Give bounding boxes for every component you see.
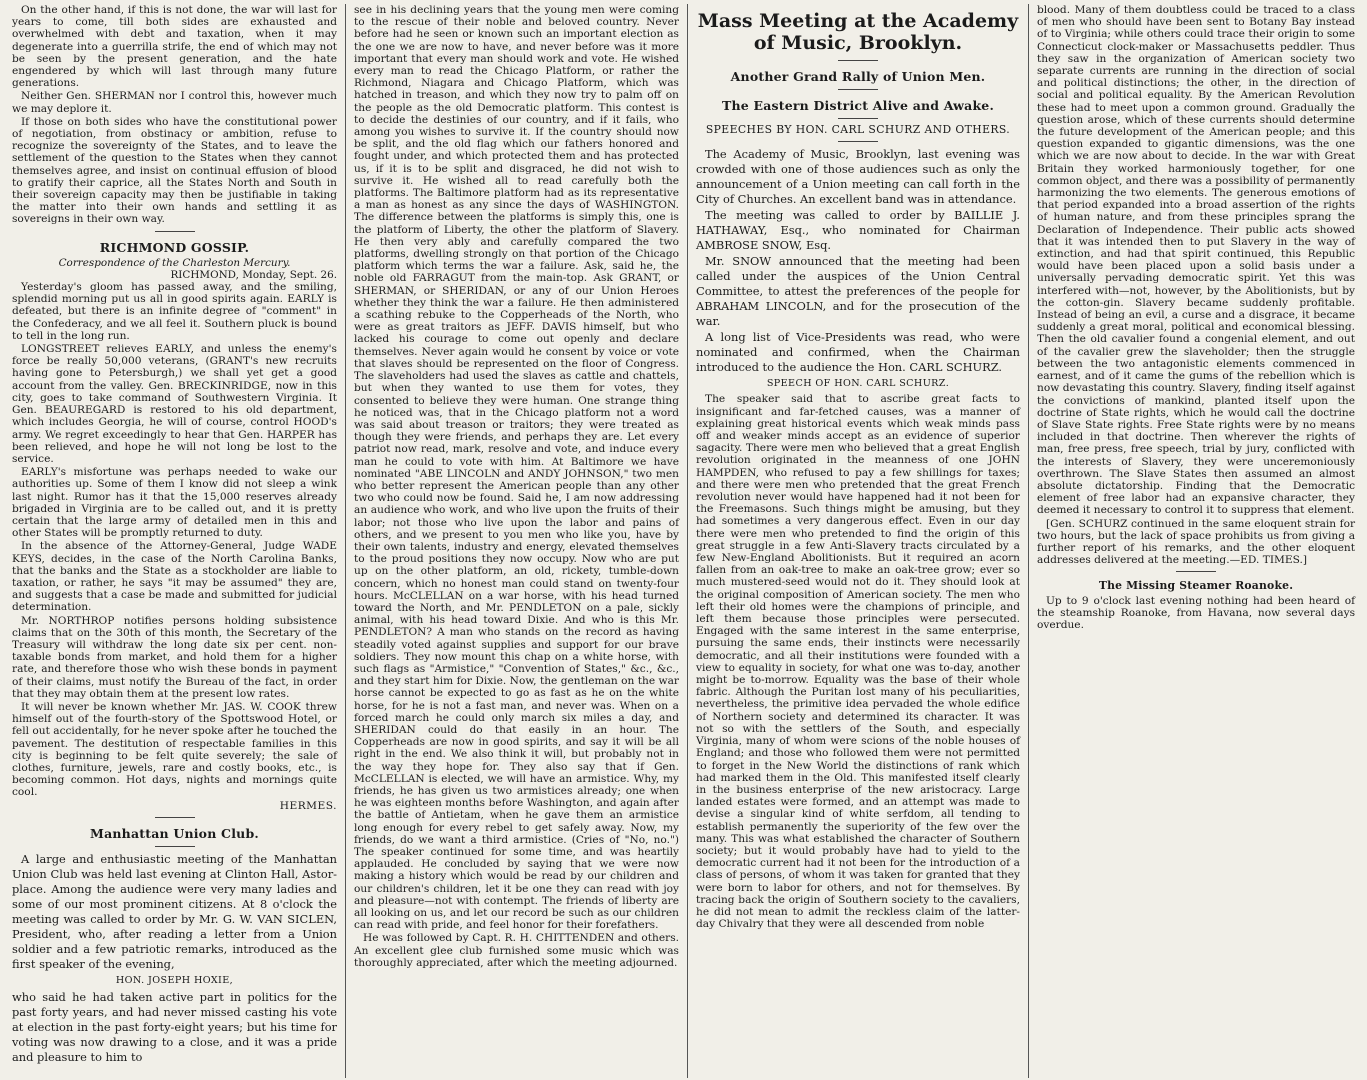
paragraph: Yesterday's gloom has passed away, and the smiling, splendid morning put us all in good spirits again. EARLY is defeated, but there is an infinite degree of "comment" in the Confederacy, and we all feel it. Southern pluck is bound to tell in the long run.: [12, 281, 337, 342]
divider: [155, 817, 195, 818]
column-3: [687, 4, 1028, 1078]
column-1: [4, 4, 345, 1078]
article-subheading: Correspondence of the Charleston Mercury.: [58, 256, 291, 269]
article-heading: RICHMOND GOSSIP.: [99, 239, 250, 255]
divider: [838, 141, 878, 142]
signature: HERMES.: [279, 799, 337, 812]
paragraph: The meeting was called to order by BAILLIE J. HATHAWAY, Esq., who nominated for Chairman AMBROSE SNOW, Esq.: [696, 208, 1020, 253]
paragraph: He was followed by Capt. R. H. CHITTENDEN and others. An excellent glee club furnished some music which was thoroughly appreciated, after which the meeting adjourned.: [354, 932, 679, 969]
paragraph: who said he had taken active part in politics for the past forty years, and had never missed casting his vote at election in the past forty-eight years; but his time for voting was now drawing to a close, and it was a pride and pleasure to him to: [12, 990, 337, 1064]
paragraph: If those on both sides who have the constitutional power of negotiation, from obstinacy or ambition, refuse to recognize the sovereignty of the States, and to leave the settlement of the question to the States when they cannot themselves agree, and insist on continual effusion of blood to gratify their caprice, all the States North and South in their sovereign capacity may then be justifiable in taking the matter into their own hands and settling it as sovereigns in their own way.: [12, 115, 337, 226]
paragraph: Mr. NORTHROP notifies persons holding subsistence claims that on the 30th of this month, the Secretary of the Treasury will withdraw the long date six per cent. non-taxable bonds from market, and hold them for a higher rate, and therefore those who wish these bonds in payment of their claims, must notify the Bureau of the fact, in order that they may obtain them at the present low rates.: [12, 614, 337, 700]
paragraph: LONGSTREET relieves EARLY, and unless the enemy's force be really 50,000 veterans, (GRANT's new recruits having gone to Petersburgh,) we shall yet get a good account from the valley. Gen. BRECKINRIDGE, now in this city, goes to take command of Southwestern Virginia. It Gen. BEAUREGARD is restored to his old department, which includes Georgia, he will of course, control HOOD's army. We regret exceedingly to hear that Gen. HARPER has been relieved, and hope he will not long be lost to the service.: [12, 343, 337, 465]
deck-headline: The Eastern District Alive and Awake.: [721, 98, 995, 113]
column-4: [1028, 4, 1363, 1078]
editor-note: [Gen. SCHURZ continued in the same eloquent strain for two hours, but the lack of space prohibits us from giving a further report of his remarks, and the other eloquent addresses delivered at the meeting.—ED. TIMES.]: [1037, 517, 1356, 567]
divider: [838, 60, 878, 61]
deck-headline: Another Grand Rally of Union Men.: [730, 69, 986, 84]
divider: [155, 846, 195, 847]
masthead-headline: Mass Meeting at the Academy of Music, Brooklyn.: [697, 10, 1019, 54]
paragraph: Mr. SNOW announced that the meeting had been called under the auspices of the Union Central Committee, to attest the preferences of the people for ABRAHAM LINCOLN, and for the prosecution of the war.: [696, 254, 1020, 329]
paragraph: On the other hand, if this is not done, the war will last for years to come, till both sides are exhausted and overwhelmed with debt and taxation, when it may degenerate into a guerrilla strife, the end of which may not be seen by the present generation, and the hate engendered by which will last through many future generations.: [12, 4, 337, 90]
paragraph: A long list of Vice-Presidents was read, who were nominated and confirmed, when the Chairman introduced to the audience the Hon. CARL SCHURZ.: [696, 330, 1020, 375]
paragraph: It will never be known whether Mr. JAS. W. COOK threw himself out of the fourth-story of the Spottswood Hotel, or fell out accidentally, for he never spoke after he touched the pavement. The destitution of respectable families in this city is beginning to be felt quite severely; the sale of clothes, furniture, jewels, rare and costly books, etc., is becoming common. Hot days, nights and mornings quite cool.: [12, 700, 337, 799]
dateline: RICHMOND, Monday, Sept. 26.: [170, 268, 337, 281]
article-heading: Manhattan Union Club.: [90, 825, 259, 841]
paragraph: EARLY's misfortune was perhaps needed to wake our authorities up. Some of them I know did not sleep a wink last night. Rumor has it that the 15,000 reserves already brigaded in Virginia are to be called out, and it is pretty certain that the large army of detailed men in this and other States will be promptly returned to duty.: [12, 466, 337, 540]
paragraph: Up to 9 o'clock last evening nothing had been heard of the steamship Roanoke, from Havana, now several days overdue.: [1037, 594, 1356, 631]
paragraph: The speaker said that to ascribe great facts to insignificant and far-fetched causes, was a manner of explaining great historical events which weak minds pass off and weaker minds accept as an evidence of superior sagacity. There were men who believed that a great English revolution originated in the meanness of one JOHN HAMPDEN, who refused to pay a few shillings for taxes; and there were men who pretended that the great French revolution never would have happened had it not been for the Freemasons. Such things might be amusing, but they had sometimes a very dangerous effect. Even in our day there were men who pretended to find the origin of this great struggle in a few Anti-Slavery tracts circulated by a few New-England Abolitionists. But it required an acorn fallen from an oak-tree to make an oak-tree grow; ever so much mustered-seed would not do it. They should look at the original composition of American society. The men who left their old homes were the champions of principle, and left them because those principles were persecuted. Engaged with the same interest in the same enterprise, pursuing the same ends, their instincts were necessarily democratic, and all their institutions were founded with a view to equality in society, for what one was to-day, another might be to-morrow. Equality was the base of their whole fabric. Although the Puritan lost many of his peculiarities, nevertheless, the primitive idea pervaded the whole edifice of Northern society and determined its character. It was not so with the settlers of the South, and especially Virginia, many of whom were scions of the noble houses of England; and those who followed them were not permitted to forget in the New World the distinctions of rank which had marked them in the Old. This manifested itself clearly in the business enterprise of the new aristocracy. Large landed estates were formed, and an attempt was made to devise a singular kind of white serfdom, all tending to establish permanently the superiority of the few over the many. This was what established the character of Southern society; but it would probably have had to yield to the democratic current had it not been for the introduction of a class of persons, of whom it was taken for granted that they were born to labor for others, and not for themselves. By tracing back the origin of Southern society to the cavaliers, he did not mean to admit the reckless claim of the latter-day Chivalry that they were all descended from noble: [696, 393, 1020, 931]
divider: [838, 89, 878, 90]
paragraph: A large and enthusiastic meeting of the Manhattan Union Club was held last evening at Clinton Hall, Astor-place. Among the audience were very many ladies and some of our most prominent citizens. At 8 o'clock the meeting was called to order by Mr. G. W. VAN SICLEN, President, who, after reading a letter from a Union soldier and a few patriotic remarks, introduced as the first speaker of the evening,: [12, 851, 337, 971]
paragraph: blood. Many of them doubtless could be traced to a class of men who should have been sent to Botany Bay instead of to Virginia; while others could trace their origin to some Connecticut clock-maker or Massachusetts peddler. Thus they saw in the organization of American society two separate currents are running in the direction of social and political distinctions; the other, in the direction of social and political equality. By the American Revolution these had to meet upon a common ground. Gradually the question arose, which of these currents should determine the future development of the American people; and this question expanded to gigantic dimensions, was the one which we are now about to decide. In the war with Great Britain they worked harmoniously together, for one common object, and there was a possibility of permanently harmonizing the two elements. The generous emotions of that period expanded into a broad assertion of the rights of human nature, and from these principles sprang the Declaration of Independence. Their public acts showed that it was intended then to put Slavery in the way of extinction, and had that spirit continued, this Republic would have been placed upon a solid basis under a universally pervading democratic spirit. Yet this was interfered with—not, however, by the Abolitionists, but by the cotton-gin. Slavery became suddenly profitable. Instead of being an evil, a curse and a disgrace, it became suddenly a great moral, political and economical blessing. Then the old cavalier found a congenial element, and out of the cavalier grew the slaveholder; then the struggle between the two antagonistic elements commenced in earnest, and of it came the gums of the rebellion which is now devastating this country. Slavery, finding itself against the convictions of mankind, planted itself upon the doctrine of State rights, which he would call the doctrine of Slave State rights. Free State rights were by no means included in that doctrine. Then wherever the rights of man, free press, free speech, trial by jury, conflicted with the interests of Slavery, they were unceremoniously overthrown. The Slave States then assumed an almost absolute dictatorship. Finding that the Democratic element of free labor had an expansive character, they deemed it necessary to control it to suppress that element.: [1037, 4, 1356, 517]
deck-subheadline: SPEECHES BY HON. CARL SCHURZ AND OTHERS.: [705, 123, 1011, 136]
divider: [838, 118, 878, 119]
paragraph: The Academy of Music, Brooklyn, last evening was crowded with one of those audiences such as only the announcement of a Union meeting can call forth in the City of Churches. An excellent band was in attendance.: [696, 147, 1020, 207]
divider: [1176, 571, 1216, 572]
paragraph: In the absence of the Attorney-General, Judge WADE KEYS, decides, in the case of the North Carolina Banks, that the banks and the State as a stockholder are liable to taxation, or rather, he says "it may be assumed" they are, and suggests that a case be made and submitted for judicial determination.: [12, 540, 337, 614]
paragraph: Neither Gen. SHERMAN nor I control this, however much we may deplore it.: [12, 90, 337, 115]
article-heading: The Missing Steamer Roanoke.: [1098, 579, 1294, 593]
speaker-heading: HON. JOSEPH HOXIE,: [115, 974, 234, 986]
speech-heading: SPEECH OF HON. CARL SCHURZ.: [766, 378, 950, 390]
paragraph: see in his declining years that the young men were coming to the rescue of their noble and beloved country. Never before had he seen or known such an important election as the one we are now to have, and never before was it more important that every man should work and vote. He wished every man to read the Chicago Platform, or rather the Richmond, Niagara and Chicago Platform, which was hatched in treason, and which they now try to palm off on the people as the old Democratic platform. This contest is to decide the destinies of our country, and if it fails, who among you wishes to survive it. If the country should now be split, and the old flag which our fathers honored and fought under, and which protected them and has protected us, if it is to be split and disgraced, he did not wish to survive it. He wished all to read carefully both the platforms. The Baltimore platform had as its representative a man as honest as any since the days of WASHINGTON. The difference between the platforms is simply this, one is the platform of Liberty, the other the platform of Slavery. He then very ably and carefully compared the two platforms, dwelling strongly on that portion of the Chicago platform which terms the war a failure. Ask, said he, the noble old FARRAGUT from the main-top. Ask GRANT, or SHERMAN, or SHERIDAN, or any of our Union Heroes whether they think the war a failure. He then administered a scathing rebuke to the Copperheads of the North, who were as great traitors as JEFF. DAVIS himself, but who lacked his courage to come out openly and declare themselves. Never again would he consent by voice or vote that slaves should be represented on the floor of Congress. The slaveholders had used the slaves as cattle and chattels, but when they wanted to use them for votes, they consented to believe they were human. One strange thing he noticed was, that in the Chicago platform not a word was said about treason or traitors; they were treated as though they were friends, and perhaps they are. Let every patriot now read, mark, resolve and vote, and induce every man he could to vote with him. At Baltimore we have nominated "ABE LINCOLN and ANDY JOHNSON," two men who better represent the American people than any other two who could now be found. Said he, I am now addressing an audience who work, and who live upon the fruits of their labor; not those who live upon the labor and pains of others, and we present to you men who like you, have by their own talents, industry and energy, elevated themselves to the proud positions they now occupy. Now who are put up on the other platform, an old, rickety, tumble-down concern, which no honest man could stand on twenty-four hours. McCLELLAN on a war horse, with his head turned toward the North, and Mr. PENDLETON on a pale, sickly animal, with his head toward Dixie. And who is this Mr. PENDLETON? A man who stands on the record as having steadily voted against supplies and support for our brave soldiers. They now mount this chap on a white horse, with such flags as "Armistice," "Convention of States," &c., &c., and they start him for Dixie. Now, the gentleman on the war horse cannot be expected to go as fast as he on the white horse, for he is not a fast man, and never was. When on a forced march he could only march six miles a day, and SHERIDAN could do that easily in an hour. The Copperheads are now in good spirits, and say it will be all right in the end. We also think it will, but probably not in the way they hope for. They also say that if Gen. McCLELLAN is elected, we will have an armistice. Why, my friends, he has given us two armistices already; one when he was eighteen months before Washington, and again after the battle of Antietam, when he gave them an armistice long enough for every rebel to get safely away. Now, my friends, do we want a third armistice. (Cries of "No, no.") The speaker continued for some time, and was heartily applauded. He concluded by saying that we were now making a history which would be read by our children and our children's children, let it be one they can read with joy and pleasure—not with contempt. The friends of liberty are all looking on us, and let our record be such as our children can read with pride, and feel honor for their forefathers.: [354, 4, 679, 932]
divider: [155, 231, 195, 232]
column-2: [345, 4, 687, 1078]
